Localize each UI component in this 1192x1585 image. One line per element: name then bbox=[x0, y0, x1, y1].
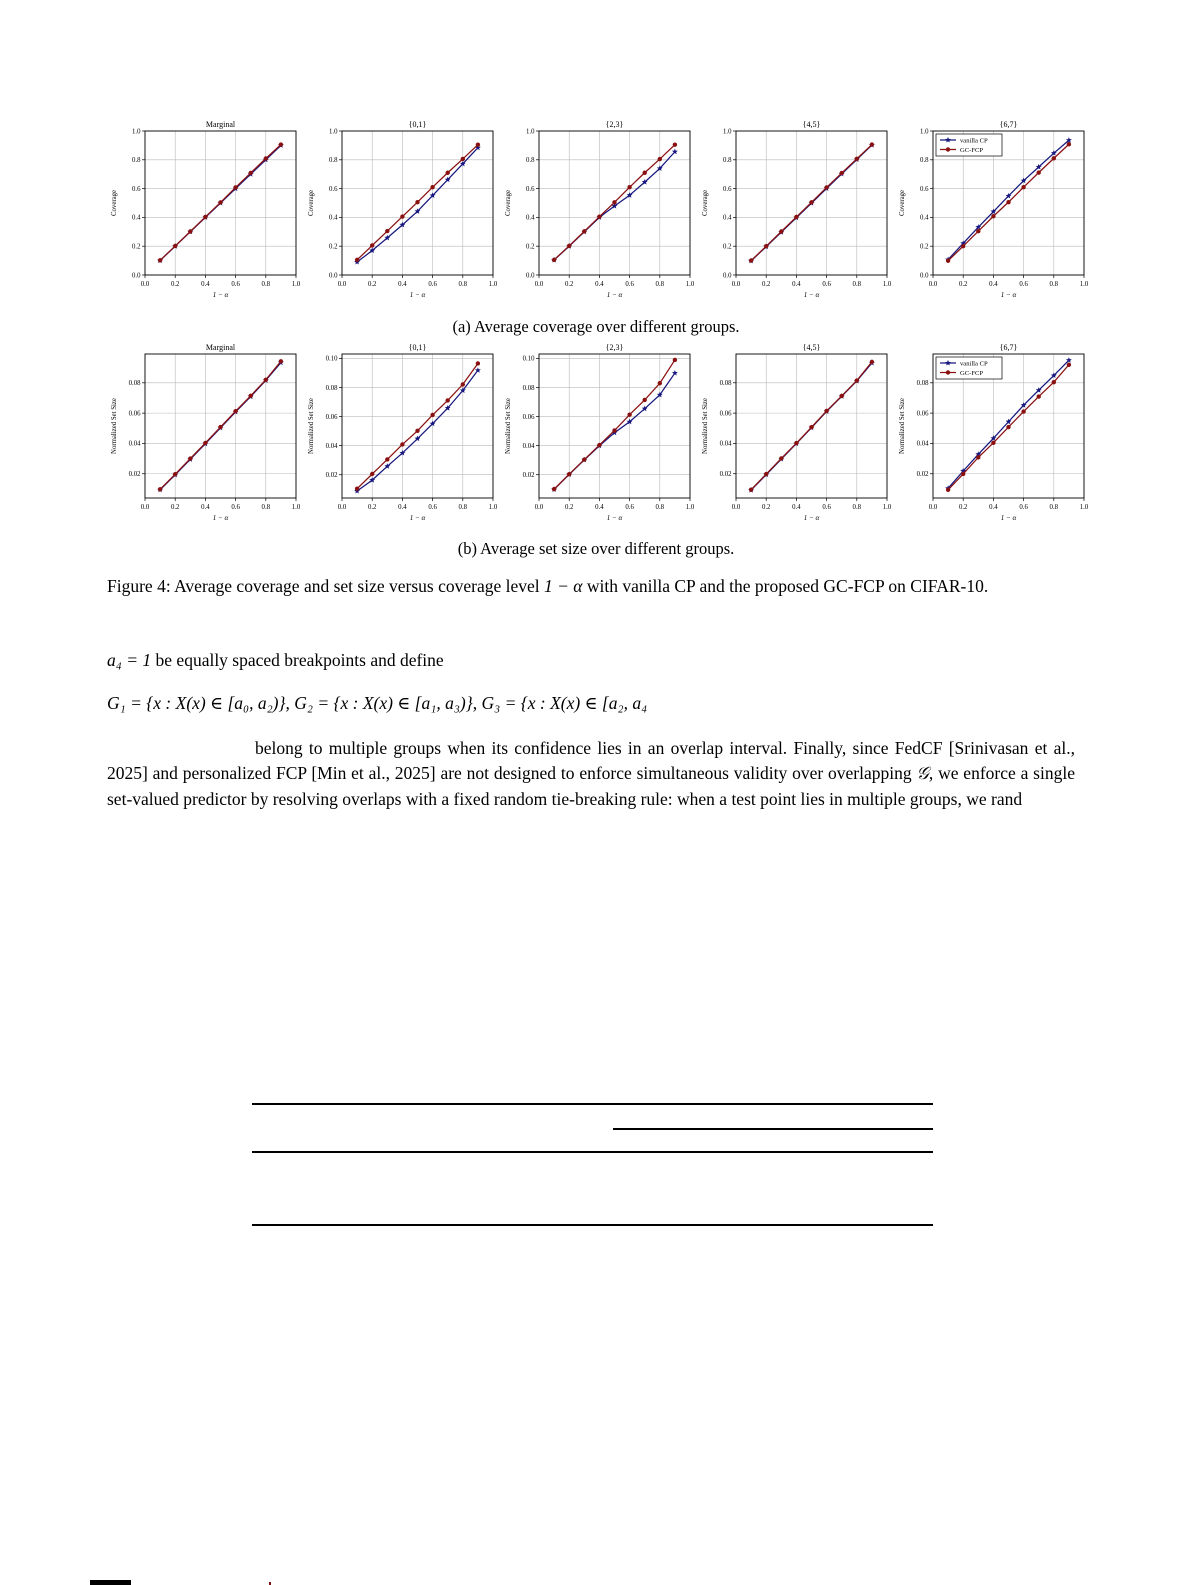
svg-text:0.2: 0.2 bbox=[761, 281, 771, 288]
chart-setsize-group-0-1 bbox=[302, 341, 499, 527]
svg-text:0.2: 0.2 bbox=[564, 281, 574, 288]
svg-text:0.6: 0.6 bbox=[920, 185, 929, 193]
svg-text:0.4: 0.4 bbox=[989, 504, 998, 511]
svg-text:0.2: 0.2 bbox=[761, 504, 771, 511]
svg-text:0.4: 0.4 bbox=[329, 214, 338, 222]
svg-text:{0,1}: {0,1} bbox=[408, 120, 427, 129]
svg-text:Normalized Set Size: Normalized Set Size bbox=[702, 398, 709, 454]
svg-text:0.6: 0.6 bbox=[822, 281, 831, 288]
figure-row-coverage bbox=[105, 118, 1090, 304]
svg-text:Normalized Set Size: Normalized Set Size bbox=[505, 398, 512, 454]
svg-text:0.8: 0.8 bbox=[655, 504, 665, 511]
body-line-breakpoints-text: be equally spaced breakpoints and define bbox=[151, 650, 444, 670]
svg-text:1 − α: 1 − α bbox=[606, 291, 623, 299]
svg-text:1.0: 1.0 bbox=[132, 128, 141, 136]
svg-text:1.0: 1.0 bbox=[291, 281, 301, 288]
svg-text:vanilla CP: vanilla CP bbox=[960, 360, 988, 368]
body-paragraph-script-g: 𝒢 bbox=[916, 764, 929, 784]
svg-text:0.8: 0.8 bbox=[723, 157, 732, 165]
svg-text:0.0: 0.0 bbox=[526, 272, 535, 280]
bottom-cutoff-black-bar bbox=[90, 1580, 131, 1585]
svg-text:0.6: 0.6 bbox=[822, 504, 831, 511]
svg-text:0.06: 0.06 bbox=[522, 413, 535, 421]
svg-text:Coverage: Coverage bbox=[111, 189, 118, 217]
svg-text:0.8: 0.8 bbox=[329, 157, 338, 165]
svg-text:1 − α: 1 − α bbox=[409, 514, 426, 522]
body-paragraph-part2: , we enforce a single set-valued predictor by resolving overlaps with a fixed random tie-breaking rule: when a test point lies in multiple groups, we rand bbox=[107, 763, 1075, 809]
svg-text:0.6: 0.6 bbox=[723, 185, 732, 193]
svg-text:0.4: 0.4 bbox=[201, 281, 210, 288]
body-paragraph-part1: belong to multiple groups when its confidence lies in an overlap interval. Finally, since FedCF [Srinivasan et al., 2025] and personalized FCP [Min et al., 2025] are not designed to enforce simultaneous validity over overlapping bbox=[107, 738, 1075, 783]
svg-text:0.0: 0.0 bbox=[140, 281, 150, 288]
svg-text:0.06: 0.06 bbox=[325, 413, 338, 421]
svg-text:0.0: 0.0 bbox=[928, 504, 938, 511]
svg-text:0.08: 0.08 bbox=[128, 380, 141, 388]
svg-text:Marginal: Marginal bbox=[205, 120, 236, 129]
svg-text:1.0: 1.0 bbox=[329, 128, 338, 136]
svg-text:Marginal: Marginal bbox=[205, 343, 236, 352]
svg-text:0.08: 0.08 bbox=[325, 384, 338, 392]
svg-text:0.2: 0.2 bbox=[170, 281, 180, 288]
svg-text:1 − α: 1 − α bbox=[803, 291, 820, 299]
svg-text:0.0: 0.0 bbox=[534, 281, 544, 288]
svg-text:0.2: 0.2 bbox=[367, 281, 377, 288]
svg-text:1 − α: 1 − α bbox=[1000, 291, 1017, 299]
svg-text:0.0: 0.0 bbox=[731, 504, 741, 511]
figure-caption bbox=[107, 576, 1087, 597]
svg-text:0.0: 0.0 bbox=[337, 504, 347, 511]
svg-text:{6,7}: {6,7} bbox=[999, 120, 1018, 129]
svg-text:Coverage: Coverage bbox=[308, 189, 315, 217]
svg-text:0.10: 0.10 bbox=[325, 355, 338, 363]
svg-text:0.8: 0.8 bbox=[920, 157, 929, 165]
svg-text:0.02: 0.02 bbox=[719, 471, 732, 479]
svg-text:0.8: 0.8 bbox=[852, 281, 862, 288]
svg-text:0.6: 0.6 bbox=[132, 185, 141, 193]
body-line-groups-definition-text: G₁ = {x : X(x) ∈ [a₀, a₂)}, G₂ = {x : X(x) ∈ [a₁, a₃)}, G₃ = {x : X(x) ∈ [a₂, a₄ bbox=[107, 693, 648, 713]
svg-text:0.0: 0.0 bbox=[534, 504, 544, 511]
svg-text:1 − α: 1 − α bbox=[212, 514, 229, 522]
svg-text:0.4: 0.4 bbox=[920, 214, 929, 222]
chart-coverage-marginal bbox=[105, 118, 302, 304]
svg-text:0.8: 0.8 bbox=[526, 157, 535, 165]
chart-setsize-marginal bbox=[105, 341, 302, 527]
svg-text:Coverage: Coverage bbox=[505, 189, 512, 217]
svg-text:0.4: 0.4 bbox=[398, 504, 407, 511]
svg-text:{4,5}: {4,5} bbox=[802, 120, 821, 129]
svg-text:1.0: 1.0 bbox=[723, 128, 732, 136]
svg-text:0.6: 0.6 bbox=[231, 504, 240, 511]
svg-text:0.4: 0.4 bbox=[595, 504, 604, 511]
svg-text:1.0: 1.0 bbox=[882, 504, 892, 511]
svg-text:1.0: 1.0 bbox=[920, 128, 929, 136]
svg-text:0.8: 0.8 bbox=[1049, 504, 1059, 511]
svg-text:0.2: 0.2 bbox=[367, 504, 377, 511]
svg-text:0.02: 0.02 bbox=[522, 472, 535, 480]
svg-text:0.0: 0.0 bbox=[329, 272, 338, 280]
figure-row-setsize bbox=[105, 341, 1090, 527]
chart-setsize-group-2-3 bbox=[499, 341, 696, 527]
svg-text:{2,3}: {2,3} bbox=[605, 343, 624, 352]
svg-text:0.06: 0.06 bbox=[916, 410, 929, 418]
svg-text:1.0: 1.0 bbox=[882, 281, 892, 288]
svg-text:0.2: 0.2 bbox=[329, 243, 338, 251]
svg-text:0.6: 0.6 bbox=[428, 281, 437, 288]
svg-text:0.2: 0.2 bbox=[958, 281, 968, 288]
svg-text:0.2: 0.2 bbox=[723, 243, 732, 251]
svg-text:1 − α: 1 − α bbox=[606, 514, 623, 522]
figure-caption-math: 1 − α bbox=[544, 576, 583, 596]
svg-text:1 − α: 1 − α bbox=[212, 291, 229, 299]
svg-text:0.0: 0.0 bbox=[920, 272, 929, 280]
svg-text:0.0: 0.0 bbox=[928, 281, 938, 288]
svg-text:0.2: 0.2 bbox=[564, 504, 574, 511]
svg-text:0.2: 0.2 bbox=[170, 504, 180, 511]
svg-text:0.08: 0.08 bbox=[522, 384, 535, 392]
svg-text:0.2: 0.2 bbox=[132, 243, 141, 251]
svg-text:1.0: 1.0 bbox=[526, 128, 535, 136]
chart-setsize-group-4-5 bbox=[696, 341, 893, 527]
svg-text:0.4: 0.4 bbox=[792, 281, 801, 288]
svg-text:0.8: 0.8 bbox=[458, 281, 468, 288]
svg-text:0.02: 0.02 bbox=[128, 471, 141, 479]
svg-text:0.8: 0.8 bbox=[852, 504, 862, 511]
svg-text:0.8: 0.8 bbox=[261, 281, 271, 288]
table-top-rule bbox=[252, 1103, 933, 1105]
svg-text:0.6: 0.6 bbox=[625, 504, 634, 511]
svg-text:0.4: 0.4 bbox=[201, 504, 210, 511]
subcaption-b-text: (b) Average set size over different groups. bbox=[457, 539, 735, 558]
body-paragraph bbox=[107, 736, 1075, 812]
body-line-groups-definition bbox=[107, 691, 1075, 716]
svg-text:0.04: 0.04 bbox=[719, 440, 732, 448]
svg-text:0.6: 0.6 bbox=[526, 185, 535, 193]
svg-text:0.2: 0.2 bbox=[526, 243, 535, 251]
body-line-breakpoints-math: a₄ = 1 bbox=[107, 650, 152, 670]
svg-text:0.8: 0.8 bbox=[261, 504, 271, 511]
figure-caption-post: with vanilla CP and the proposed GC-FCP on CIFAR-10. bbox=[582, 576, 989, 596]
svg-text:1.0: 1.0 bbox=[488, 504, 498, 511]
svg-text:0.6: 0.6 bbox=[329, 185, 338, 193]
svg-text:0.6: 0.6 bbox=[625, 281, 634, 288]
svg-text:0.4: 0.4 bbox=[595, 281, 604, 288]
svg-text:0.4: 0.4 bbox=[132, 214, 141, 222]
svg-text:{4,5}: {4,5} bbox=[802, 343, 821, 352]
svg-text:0.08: 0.08 bbox=[719, 380, 732, 388]
svg-text:0.6: 0.6 bbox=[428, 504, 437, 511]
table-bottom-rule bbox=[252, 1224, 933, 1226]
svg-text:0.0: 0.0 bbox=[337, 281, 347, 288]
svg-text:1.0: 1.0 bbox=[685, 281, 695, 288]
svg-text:GC-FCP: GC-FCP bbox=[960, 369, 984, 377]
svg-text:0.6: 0.6 bbox=[1019, 281, 1028, 288]
svg-text:Coverage: Coverage bbox=[899, 189, 906, 217]
svg-text:0.4: 0.4 bbox=[723, 214, 732, 222]
svg-text:0.8: 0.8 bbox=[132, 157, 141, 165]
svg-text:1 − α: 1 − α bbox=[803, 514, 820, 522]
subcaption-b bbox=[0, 539, 1192, 559]
svg-text:0.06: 0.06 bbox=[128, 410, 141, 418]
svg-text:0.02: 0.02 bbox=[325, 472, 338, 480]
svg-text:0.08: 0.08 bbox=[916, 380, 929, 388]
svg-text:0.02: 0.02 bbox=[916, 471, 929, 479]
svg-text:0.04: 0.04 bbox=[522, 442, 535, 450]
svg-text:0.6: 0.6 bbox=[1019, 504, 1028, 511]
svg-text:1.0: 1.0 bbox=[1079, 504, 1089, 511]
chart-coverage-group-2-3 bbox=[499, 118, 696, 304]
svg-text:Normalized Set Size: Normalized Set Size bbox=[111, 398, 118, 454]
svg-text:Normalized Set Size: Normalized Set Size bbox=[308, 398, 315, 454]
chart-setsize-group-6-7 bbox=[893, 341, 1090, 527]
svg-text:1.0: 1.0 bbox=[488, 281, 498, 288]
svg-text:0.04: 0.04 bbox=[325, 442, 338, 450]
subcaption-a-text: (a) Average coverage over different groups. bbox=[452, 317, 740, 336]
svg-text:Normalized Set Size: Normalized Set Size bbox=[899, 398, 906, 454]
chart-coverage-group-6-7 bbox=[893, 118, 1090, 304]
svg-text:0.4: 0.4 bbox=[989, 281, 998, 288]
svg-text:vanilla CP: vanilla CP bbox=[960, 137, 988, 145]
svg-text:0.8: 0.8 bbox=[458, 504, 468, 511]
svg-text:0.0: 0.0 bbox=[140, 504, 150, 511]
svg-text:0.0: 0.0 bbox=[723, 272, 732, 280]
svg-text:1 − α: 1 − α bbox=[1000, 514, 1017, 522]
svg-text:0.10: 0.10 bbox=[522, 355, 535, 363]
svg-text:1 − α: 1 − α bbox=[409, 291, 426, 299]
svg-text:0.8: 0.8 bbox=[1049, 281, 1059, 288]
svg-text:0.6: 0.6 bbox=[231, 281, 240, 288]
svg-text:{2,3}: {2,3} bbox=[605, 120, 624, 129]
subcaption-a bbox=[0, 317, 1192, 337]
table-mid-partial-rule bbox=[613, 1128, 933, 1130]
svg-text:0.2: 0.2 bbox=[920, 243, 929, 251]
svg-text:0.4: 0.4 bbox=[526, 214, 535, 222]
svg-text:0.0: 0.0 bbox=[132, 272, 141, 280]
svg-text:0.8: 0.8 bbox=[655, 281, 665, 288]
svg-text:1.0: 1.0 bbox=[1079, 281, 1089, 288]
table-header-rule bbox=[252, 1151, 933, 1153]
chart-coverage-group-0-1 bbox=[302, 118, 499, 304]
figure-caption-pre: Figure 4: Average coverage and set size versus coverage level bbox=[107, 576, 544, 596]
svg-text:{0,1}: {0,1} bbox=[408, 343, 427, 352]
svg-text:0.04: 0.04 bbox=[916, 440, 929, 448]
chart-coverage-group-4-5 bbox=[696, 118, 893, 304]
svg-text:1.0: 1.0 bbox=[685, 504, 695, 511]
svg-text:0.04: 0.04 bbox=[128, 440, 141, 448]
svg-text:0.2: 0.2 bbox=[958, 504, 968, 511]
svg-text:GC-FCP: GC-FCP bbox=[960, 146, 984, 154]
svg-text:0.4: 0.4 bbox=[398, 281, 407, 288]
svg-text:0.06: 0.06 bbox=[719, 410, 732, 418]
svg-text:Coverage: Coverage bbox=[702, 189, 709, 217]
svg-text:0.0: 0.0 bbox=[731, 281, 741, 288]
body-line-breakpoints bbox=[107, 648, 1075, 673]
svg-text:0.4: 0.4 bbox=[792, 504, 801, 511]
svg-text:{6,7}: {6,7} bbox=[999, 343, 1018, 352]
svg-text:1.0: 1.0 bbox=[291, 504, 301, 511]
